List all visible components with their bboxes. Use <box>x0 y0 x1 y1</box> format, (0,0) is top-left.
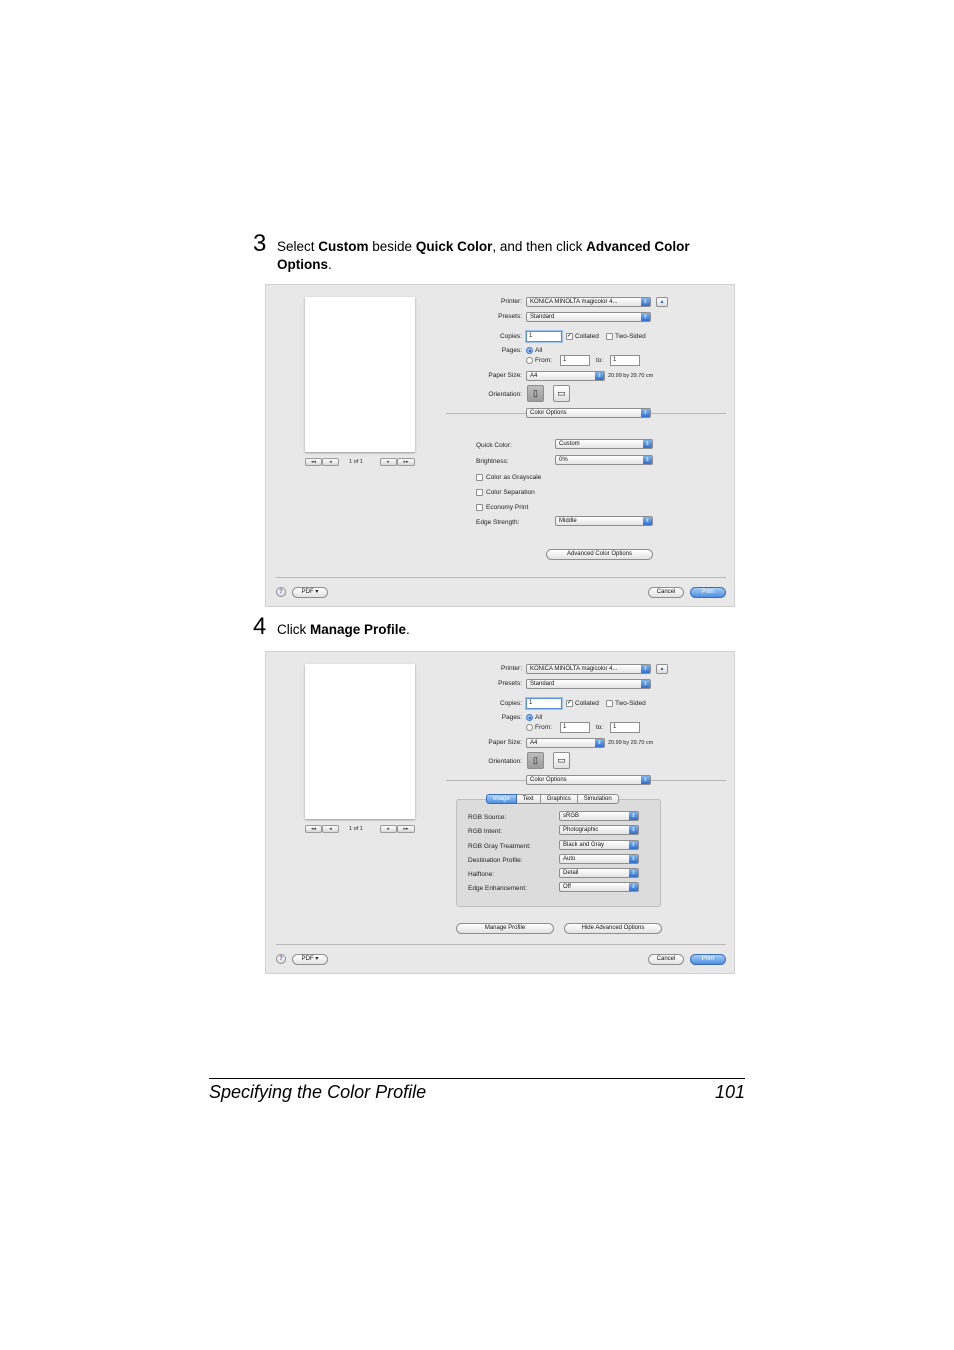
grayscale-checkbox[interactable] <box>476 474 483 481</box>
pages-all-radio[interactable] <box>526 714 533 721</box>
popup-arrows-icon: ⇕ <box>643 456 652 464</box>
text-fragment: beside <box>368 239 416 254</box>
rgb-source-value: sRGB <box>563 813 580 819</box>
grayscale-label: Color as Grayscale <box>486 474 542 481</box>
edge-enhancement-value: Off <box>563 884 571 890</box>
text-fragment: , and then click <box>492 239 587 254</box>
print-button[interactable]: Print <box>690 954 726 965</box>
popup-arrows-icon: ⇕ <box>595 739 604 747</box>
two-sided-label: Two-Sided <box>615 333 646 340</box>
rgb-gray-treatment-popup[interactable] <box>559 840 639 850</box>
rgb-intent-popup[interactable] <box>559 825 639 835</box>
edge-strength-value: Middle <box>559 518 577 524</box>
popup-arrows-icon: ⇕ <box>629 869 638 877</box>
tab-graphics[interactable]: Graphics <box>541 794 578 804</box>
color-separation-label: Color Separation <box>486 489 535 496</box>
next-page-button[interactable]: ▸ <box>380 458 397 466</box>
rgb-source-label: RGB Source: <box>468 814 507 821</box>
collated-label: Collated <box>575 333 599 340</box>
panel-popup[interactable] <box>526 408 651 418</box>
from-field[interactable]: 1 <box>560 355 590 366</box>
printer-disclosure-button[interactable]: ▴ <box>656 297 668 307</box>
page-count: 1 of 1 <box>349 826 363 832</box>
from-field[interactable]: 1 <box>560 722 590 733</box>
text-fragment: . <box>406 622 410 637</box>
panel-value: Color Options <box>530 410 567 416</box>
from-label: From: <box>535 357 552 364</box>
popup-arrows-icon: ⇕ <box>595 372 604 380</box>
last-page-button[interactable]: ▸▸ <box>397 825 415 833</box>
last-page-button[interactable]: ▸▸ <box>397 458 415 466</box>
text-bold: Quick Color <box>415 239 493 254</box>
help-icon[interactable]: ? <box>276 587 286 597</box>
halftone-label: Halftone: <box>468 871 495 878</box>
collated-checkbox[interactable]: ✓ <box>567 700 573 706</box>
destination-profile-label: Destination Profile: <box>468 857 523 864</box>
orientation-label: Orientation: <box>488 758 522 765</box>
section-divider <box>651 413 726 414</box>
step-number: 4 <box>253 613 267 640</box>
brightness-value: 0% <box>559 457 568 463</box>
printer-label: Printer: <box>501 298 522 305</box>
section-divider <box>446 780 526 781</box>
page-number: 101 <box>714 1082 745 1102</box>
popup-arrows-icon: ⇕ <box>629 841 638 849</box>
orientation-label: Orientation: <box>488 391 522 398</box>
pages-from-radio[interactable] <box>526 357 533 364</box>
print-dialog-2 <box>265 651 735 974</box>
presets-popup[interactable] <box>526 312 651 322</box>
text-fragment: Select <box>277 239 319 254</box>
step-instruction <box>277 621 737 639</box>
popup-arrows-icon: ⇕ <box>629 812 638 820</box>
presets-value: Standard <box>530 681 555 687</box>
paper-dimensions: 20.99 by 29.70 cm <box>608 740 654 746</box>
panel-popup[interactable] <box>526 775 651 785</box>
presets-label: Presets: <box>498 313 522 320</box>
preview-pager <box>305 825 415 835</box>
print-dialog-1 <box>265 284 735 607</box>
paper-size-value: A4 <box>530 740 538 746</box>
quick-color-value: Custom <box>559 441 580 447</box>
two-sided-checkbox[interactable] <box>606 333 613 340</box>
prev-page-button[interactable]: ◂ <box>322 825 339 833</box>
advanced-tabs <box>486 794 619 804</box>
halftone-value: Detail <box>563 870 579 876</box>
copies-label: Copies: <box>499 333 522 340</box>
printer-popup[interactable] <box>526 664 651 674</box>
pages-label: Pages: <box>501 714 522 721</box>
to-label: to: <box>596 724 604 731</box>
page-preview <box>305 664 415 819</box>
paper-size-popup[interactable] <box>526 738 605 748</box>
landscape-orientation-icon[interactable]: ▭ <box>553 752 570 769</box>
rgb-source-popup[interactable] <box>559 811 639 821</box>
footer-title: Specifying the Color Profile <box>209 1082 427 1102</box>
footer-divider <box>276 944 726 945</box>
pages-all-radio[interactable] <box>526 347 533 354</box>
two-sided-label: Two-Sided <box>615 700 646 707</box>
pages-label: Pages: <box>501 347 522 354</box>
popup-arrows-icon: ⇕ <box>641 313 650 321</box>
printer-value: KONICA MINOLTA magicolor 4... <box>530 666 618 672</box>
collated-checkbox[interactable]: ✓ <box>567 333 573 339</box>
pdf-menu-button[interactable]: PDF ▾ <box>292 954 328 965</box>
advanced-color-options-button[interactable]: Advanced Color Options <box>546 549 653 560</box>
tab-text[interactable]: Text <box>517 794 541 804</box>
footer-rule <box>209 1078 745 1079</box>
page-preview <box>305 297 415 452</box>
pages-all-label: All <box>535 347 543 354</box>
copies-field[interactable]: 1 <box>526 698 562 709</box>
destination-profile-value: Auto <box>563 856 576 862</box>
popup-arrows-icon: ⇕ <box>629 883 638 891</box>
text-bold: Manage Profile <box>310 622 407 637</box>
preview-pager <box>305 458 415 468</box>
landscape-orientation-icon[interactable]: ▭ <box>553 385 570 402</box>
rgb-gray-treatment-value: Black and Gray <box>563 842 605 848</box>
edge-strength-popup[interactable] <box>555 516 653 526</box>
popup-arrows-icon: ⇕ <box>643 517 652 525</box>
rgb-intent-label: RGB Intent: <box>468 828 502 835</box>
rgb-intent-value: Photographic <box>563 827 599 833</box>
manage-profile-button[interactable]: Manage Profile <box>456 923 554 934</box>
edge-strength-label: Edge Strength: <box>476 519 520 526</box>
page-count: 1 of 1 <box>349 459 363 465</box>
popup-arrows-icon: ⇕ <box>641 409 650 417</box>
text-bold: Custom <box>318 239 369 254</box>
popup-arrows-icon: ⇕ <box>643 440 652 448</box>
pages-from-radio[interactable] <box>526 724 533 731</box>
portrait-orientation-icon[interactable]: ▯ <box>527 385 544 402</box>
printer-popup[interactable] <box>526 297 651 307</box>
color-separation-checkbox[interactable] <box>476 489 483 496</box>
tab-simulation[interactable]: Simulation <box>578 794 619 804</box>
text-fragment: . <box>328 257 332 272</box>
two-sided-checkbox[interactable] <box>606 700 613 707</box>
brightness-label: Brightness: <box>476 458 509 465</box>
paper-size-value: A4 <box>530 373 538 379</box>
tab-image[interactable]: Image <box>486 794 517 804</box>
popup-arrows-icon: ⇕ <box>629 826 638 834</box>
paper-size-popup[interactable] <box>526 371 605 381</box>
step-number: 3 <box>253 230 267 257</box>
presets-label: Presets: <box>498 680 522 687</box>
step-instruction <box>277 238 737 274</box>
halftone-popup[interactable] <box>559 868 639 878</box>
presets-popup[interactable] <box>526 679 651 689</box>
to-label: to: <box>596 357 604 364</box>
text-bold: Advanced Color Options <box>277 239 690 272</box>
popup-arrows-icon: ⇕ <box>629 855 638 863</box>
hide-advanced-options-button[interactable]: Hide Advanced Options <box>564 923 662 934</box>
edge-enhancement-popup[interactable] <box>559 882 639 892</box>
destination-profile-popup[interactable] <box>559 854 639 864</box>
help-icon[interactable]: ? <box>276 954 286 964</box>
brightness-popup[interactable] <box>555 455 653 465</box>
first-page-button[interactable]: ◂◂ <box>305 458 322 466</box>
cancel-button[interactable]: Cancel <box>648 587 684 598</box>
copies-label: Copies: <box>499 700 522 707</box>
edge-enhancement-label: Edge Enhancement: <box>468 885 527 892</box>
first-page-button[interactable]: ◂◂ <box>305 825 322 833</box>
popup-arrows-icon: ⇕ <box>641 680 650 688</box>
text-fragment: Click <box>277 622 310 637</box>
next-page-button[interactable]: ▸ <box>380 825 397 833</box>
collated-label: Collated <box>575 700 599 707</box>
footer-divider <box>276 577 726 578</box>
from-label: From: <box>535 724 552 731</box>
presets-value: Standard <box>530 314 555 320</box>
rgb-gray-treatment-label: RGB Gray Treatment: <box>468 843 531 850</box>
paper-size-label: Paper Size: <box>488 739 522 746</box>
section-divider <box>446 413 526 414</box>
to-field[interactable]: 1 <box>610 722 640 733</box>
pages-all-label: All <box>535 714 543 721</box>
to-field[interactable]: 1 <box>610 355 640 366</box>
popup-arrows-icon: ⇕ <box>641 298 650 306</box>
copies-field[interactable]: 1 <box>526 331 562 342</box>
printer-label: Printer: <box>501 665 522 672</box>
paper-dimensions: 20.99 by 29.70 cm <box>608 373 654 379</box>
paper-size-label: Paper Size: <box>488 372 522 379</box>
quick-color-popup[interactable] <box>555 439 653 449</box>
economy-print-label: Economy Print <box>486 504 529 511</box>
section-divider <box>651 780 726 781</box>
printer-disclosure-button[interactable]: ▴ <box>656 664 668 674</box>
pdf-menu-button[interactable]: PDF ▾ <box>292 587 328 598</box>
prev-page-button[interactable]: ◂ <box>322 458 339 466</box>
panel-value: Color Options <box>530 777 567 783</box>
cancel-button[interactable]: Cancel <box>648 954 684 965</box>
popup-arrows-icon: ⇕ <box>641 776 650 784</box>
quick-color-label: Quick Color: <box>476 442 512 449</box>
portrait-orientation-icon[interactable]: ▯ <box>527 752 544 769</box>
printer-value: KONICA MINOLTA magicolor 4... <box>530 299 618 305</box>
economy-print-checkbox[interactable] <box>476 504 483 511</box>
popup-arrows-icon: ⇕ <box>641 665 650 673</box>
print-button[interactable]: Print <box>690 587 726 598</box>
